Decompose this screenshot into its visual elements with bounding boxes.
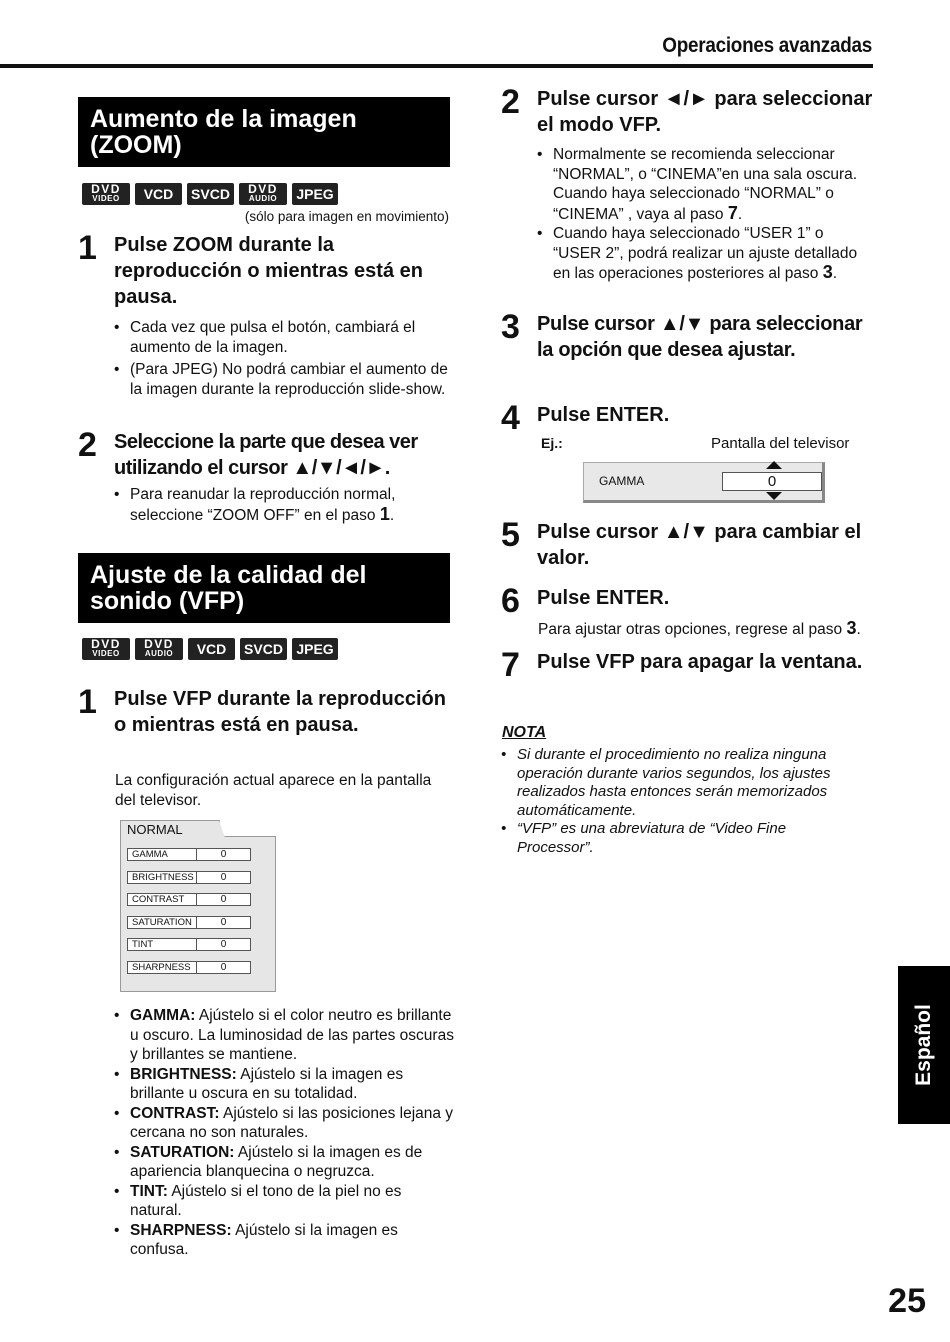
definition-term: GAMMA:	[130, 1007, 196, 1024]
vfp-row-label: GAMMA	[127, 848, 197, 861]
step-instruction: Pulse VFP para apagar la ventana.	[537, 651, 863, 673]
definition-desc: Ajústelo si la imagen es confusa.	[130, 1221, 398, 1258]
vfp-menu-illustration	[120, 820, 276, 992]
list-item	[114, 1065, 454, 1104]
dvd-audio-badge	[135, 638, 183, 660]
list-item	[537, 224, 872, 284]
definition-term: BRIGHTNESS:	[130, 1065, 237, 1083]
zoom-disc-badges	[82, 183, 338, 205]
bullet-text: Cuando haya seleccionado “USER 1” o “USER 2”, podrá realizar un ajuste detallado en las operaciones posteriores al paso	[553, 225, 858, 282]
step-instruction: Pulse ZOOM durante la reproducción o mientras está en pausa.	[114, 234, 423, 308]
step-number: 7	[501, 646, 520, 684]
example-label: Ej.:	[541, 435, 563, 451]
vfp-menu-row	[127, 916, 251, 929]
page-number: 25	[888, 1282, 926, 1320]
example-caption: Pantalla del televisor	[711, 435, 850, 452]
vfp-disc-badges	[82, 638, 338, 660]
dvd-video-badge	[82, 638, 130, 660]
step-instruction: Pulse cursor ◄/► para seleccionar el modo VFP.	[537, 88, 873, 136]
badge-video-text: VIDEO	[92, 194, 120, 203]
jpeg-badge: JPEG	[292, 183, 338, 205]
step-number: 3	[501, 308, 520, 346]
zoom-step-2	[78, 426, 450, 481]
vfp-row-label: TINT	[127, 938, 197, 951]
step-reference: 1	[379, 503, 390, 524]
vfp-row-value: 0	[197, 871, 251, 884]
list-item	[114, 1182, 454, 1221]
gamma-value: 0	[722, 472, 822, 491]
definition-desc: Ajústelo si las posiciones lejana y cercana no son naturales.	[130, 1104, 454, 1141]
list-item: • Si durante el procedimiento no realiza ninguna operación durante varios segundos, los ajustes realizados hasta entonces serán memorizados automáticamente.	[501, 746, 851, 820]
bullet-text-end: .	[832, 265, 838, 282]
definition-term: SATURATION:	[130, 1143, 235, 1161]
badge-audio-text: AUDIO	[144, 649, 174, 658]
badge-dvd-text: DVD	[144, 637, 174, 651]
down-arrow-icon	[766, 492, 782, 500]
step-number: 5	[501, 516, 520, 554]
jpeg-badge: JPEG	[292, 638, 338, 660]
step-instruction: Seleccione la parte que desea ver utilizando el cursor ▲/▼/◄/►.	[114, 431, 418, 479]
step-instruction: Pulse VFP durante la reproducción o mientras está en pausa.	[114, 688, 446, 736]
vfp-step-4	[501, 399, 873, 437]
header-rule	[0, 64, 873, 68]
bullet-text-end: .	[389, 506, 395, 524]
list-item	[114, 1006, 454, 1065]
note-text-end: .	[856, 621, 861, 638]
gamma-adjust-illustration	[583, 462, 825, 503]
vfp-heading-line2: sonido (VFP)	[90, 587, 245, 615]
vfp-row-label: CONTRAST	[127, 893, 197, 906]
step-number: 6	[501, 582, 520, 620]
zoom-section-heading	[78, 97, 450, 167]
list-item	[114, 1143, 454, 1182]
step-number: 2	[501, 83, 520, 121]
dvd-audio-badge	[239, 183, 287, 205]
vfp-row-label: SATURATION	[127, 916, 197, 929]
page-header-title: Operaciones avanzadas	[662, 34, 872, 57]
vfp-step-6	[501, 582, 873, 620]
vfp-row-value: 0	[197, 893, 251, 906]
definition-desc: Ajústelo si el color neutro es brillante u oscuro. La luminosidad de las partes oscuras y brillantes se mantiene.	[130, 1007, 454, 1063]
vfp-mode-tab: NORMAL	[120, 820, 220, 838]
bullet-text-end: .	[737, 205, 743, 223]
vfp-step-1	[78, 683, 450, 738]
vfp-menu-row	[127, 961, 251, 974]
definition-term: CONTRAST:	[130, 1104, 220, 1122]
step-instruction: Pulse cursor ▲/▼ para cambiar el valor.	[537, 521, 862, 569]
gamma-label: GAMMA	[599, 474, 645, 488]
vfp-definitions	[114, 1006, 454, 1260]
badge-dvd-text: DVD	[91, 182, 121, 196]
bullet-text: Normalmente se recomienda seleccionar “NORMAL”, o “CINEMA”en una sala oscura. Cuando haya seleccionado “NORMAL” o “CINEMA” , vaya al paso	[553, 146, 858, 223]
zoom-heading-line1: Aumento de la imagen	[90, 105, 357, 133]
up-arrow-icon	[766, 461, 782, 469]
vfp-row-value: 0	[197, 938, 251, 951]
svcd-badge: SVCD	[187, 183, 234, 205]
vfp-step-6-note	[538, 619, 878, 640]
step-number: 1	[78, 683, 97, 721]
note-heading: NOTA	[502, 724, 547, 741]
list-item: • Cada vez que pulsa el botón, cambiará el aumento de la imagen.	[114, 318, 454, 357]
badge-video-text: VIDEO	[92, 649, 120, 658]
vfp-step-1-note: La configuración actual aparece en la pantalla del televisor.	[115, 772, 432, 809]
language-label: Español	[912, 1004, 935, 1086]
list-item	[114, 1104, 454, 1143]
vfp-row-value: 0	[197, 961, 251, 974]
vfp-menu-row	[127, 893, 251, 906]
vfp-menu-row	[127, 871, 251, 884]
vfp-step-7	[501, 646, 873, 684]
vfp-row-value: 0	[197, 916, 251, 929]
list-item: • (Para JPEG) No podrá cambiar el aumento de la imagen durante la reproducción slide-show.	[114, 360, 454, 399]
definition-desc: Ajústelo si la imagen es de apariencia blanquecina o negruzca.	[130, 1143, 423, 1180]
zoom-step-1	[78, 229, 450, 310]
zoom-badge-note: (sólo para imagen en movimiento)	[244, 209, 449, 224]
definition-desc: Ajústelo si el tono de la piel no es natural.	[130, 1182, 402, 1219]
svcd-badge: SVCD	[240, 638, 287, 660]
vfp-menu-row	[127, 848, 251, 861]
badge-audio-text: AUDIO	[248, 194, 278, 203]
vfp-step-3	[501, 308, 873, 363]
step-instruction: Pulse ENTER.	[537, 404, 670, 426]
vfp-section-heading	[78, 553, 450, 623]
badge-dvd-text: DVD	[91, 637, 121, 651]
bullet-text: Para reanudar la reproducción normal, seleccione “ZOOM OFF” en el paso	[130, 486, 396, 524]
vfp-step-5	[501, 516, 873, 571]
badge-dvd-text: DVD	[248, 182, 278, 196]
note-list	[501, 746, 851, 857]
language-side-tab	[898, 966, 950, 1124]
vfp-tab-edge	[219, 820, 225, 838]
step-number: 4	[501, 399, 520, 437]
zoom-heading-line2: (ZOOM)	[90, 131, 182, 159]
vfp-step-2	[501, 83, 873, 138]
step-instruction: Pulse ENTER.	[537, 587, 670, 609]
zoom-step-1-bullets	[114, 318, 454, 399]
vfp-row-label: SHARPNESS	[127, 961, 197, 974]
list-item	[537, 145, 872, 224]
zoom-step-2-bullets	[114, 485, 454, 525]
definition-term: TINT:	[130, 1182, 168, 1200]
dvd-video-badge	[82, 183, 130, 205]
vfp-menu-row	[127, 938, 251, 951]
list-item	[114, 485, 454, 525]
vfp-step-2-bullets	[537, 145, 872, 284]
step-instruction: Pulse cursor ▲/▼ para seleccionar la opción que desea ajustar.	[537, 313, 863, 361]
step-number: 1	[78, 229, 97, 267]
vfp-heading-line1: Ajuste de la calidad del	[90, 561, 367, 589]
list-item: • “VFP” es una abreviatura de “Video Fine Processor”.	[501, 820, 851, 857]
step-reference: 3	[822, 262, 833, 282]
vfp-row-value: 0	[197, 848, 251, 861]
note-text: Para ajustar otras opciones, regrese al paso	[538, 621, 847, 638]
step-reference: 3	[846, 618, 857, 638]
vfp-row-label: BRIGHTNESS	[127, 871, 197, 884]
definition-term: SHARPNESS:	[130, 1221, 232, 1239]
vcd-badge: VCD	[135, 183, 182, 205]
step-reference: 7	[727, 202, 738, 223]
step-number: 2	[78, 426, 97, 464]
list-item	[114, 1221, 454, 1260]
definition-desc: Ajústelo si la imagen es brillante u oscura en su totalidad.	[130, 1065, 404, 1102]
vcd-badge: VCD	[188, 638, 235, 660]
